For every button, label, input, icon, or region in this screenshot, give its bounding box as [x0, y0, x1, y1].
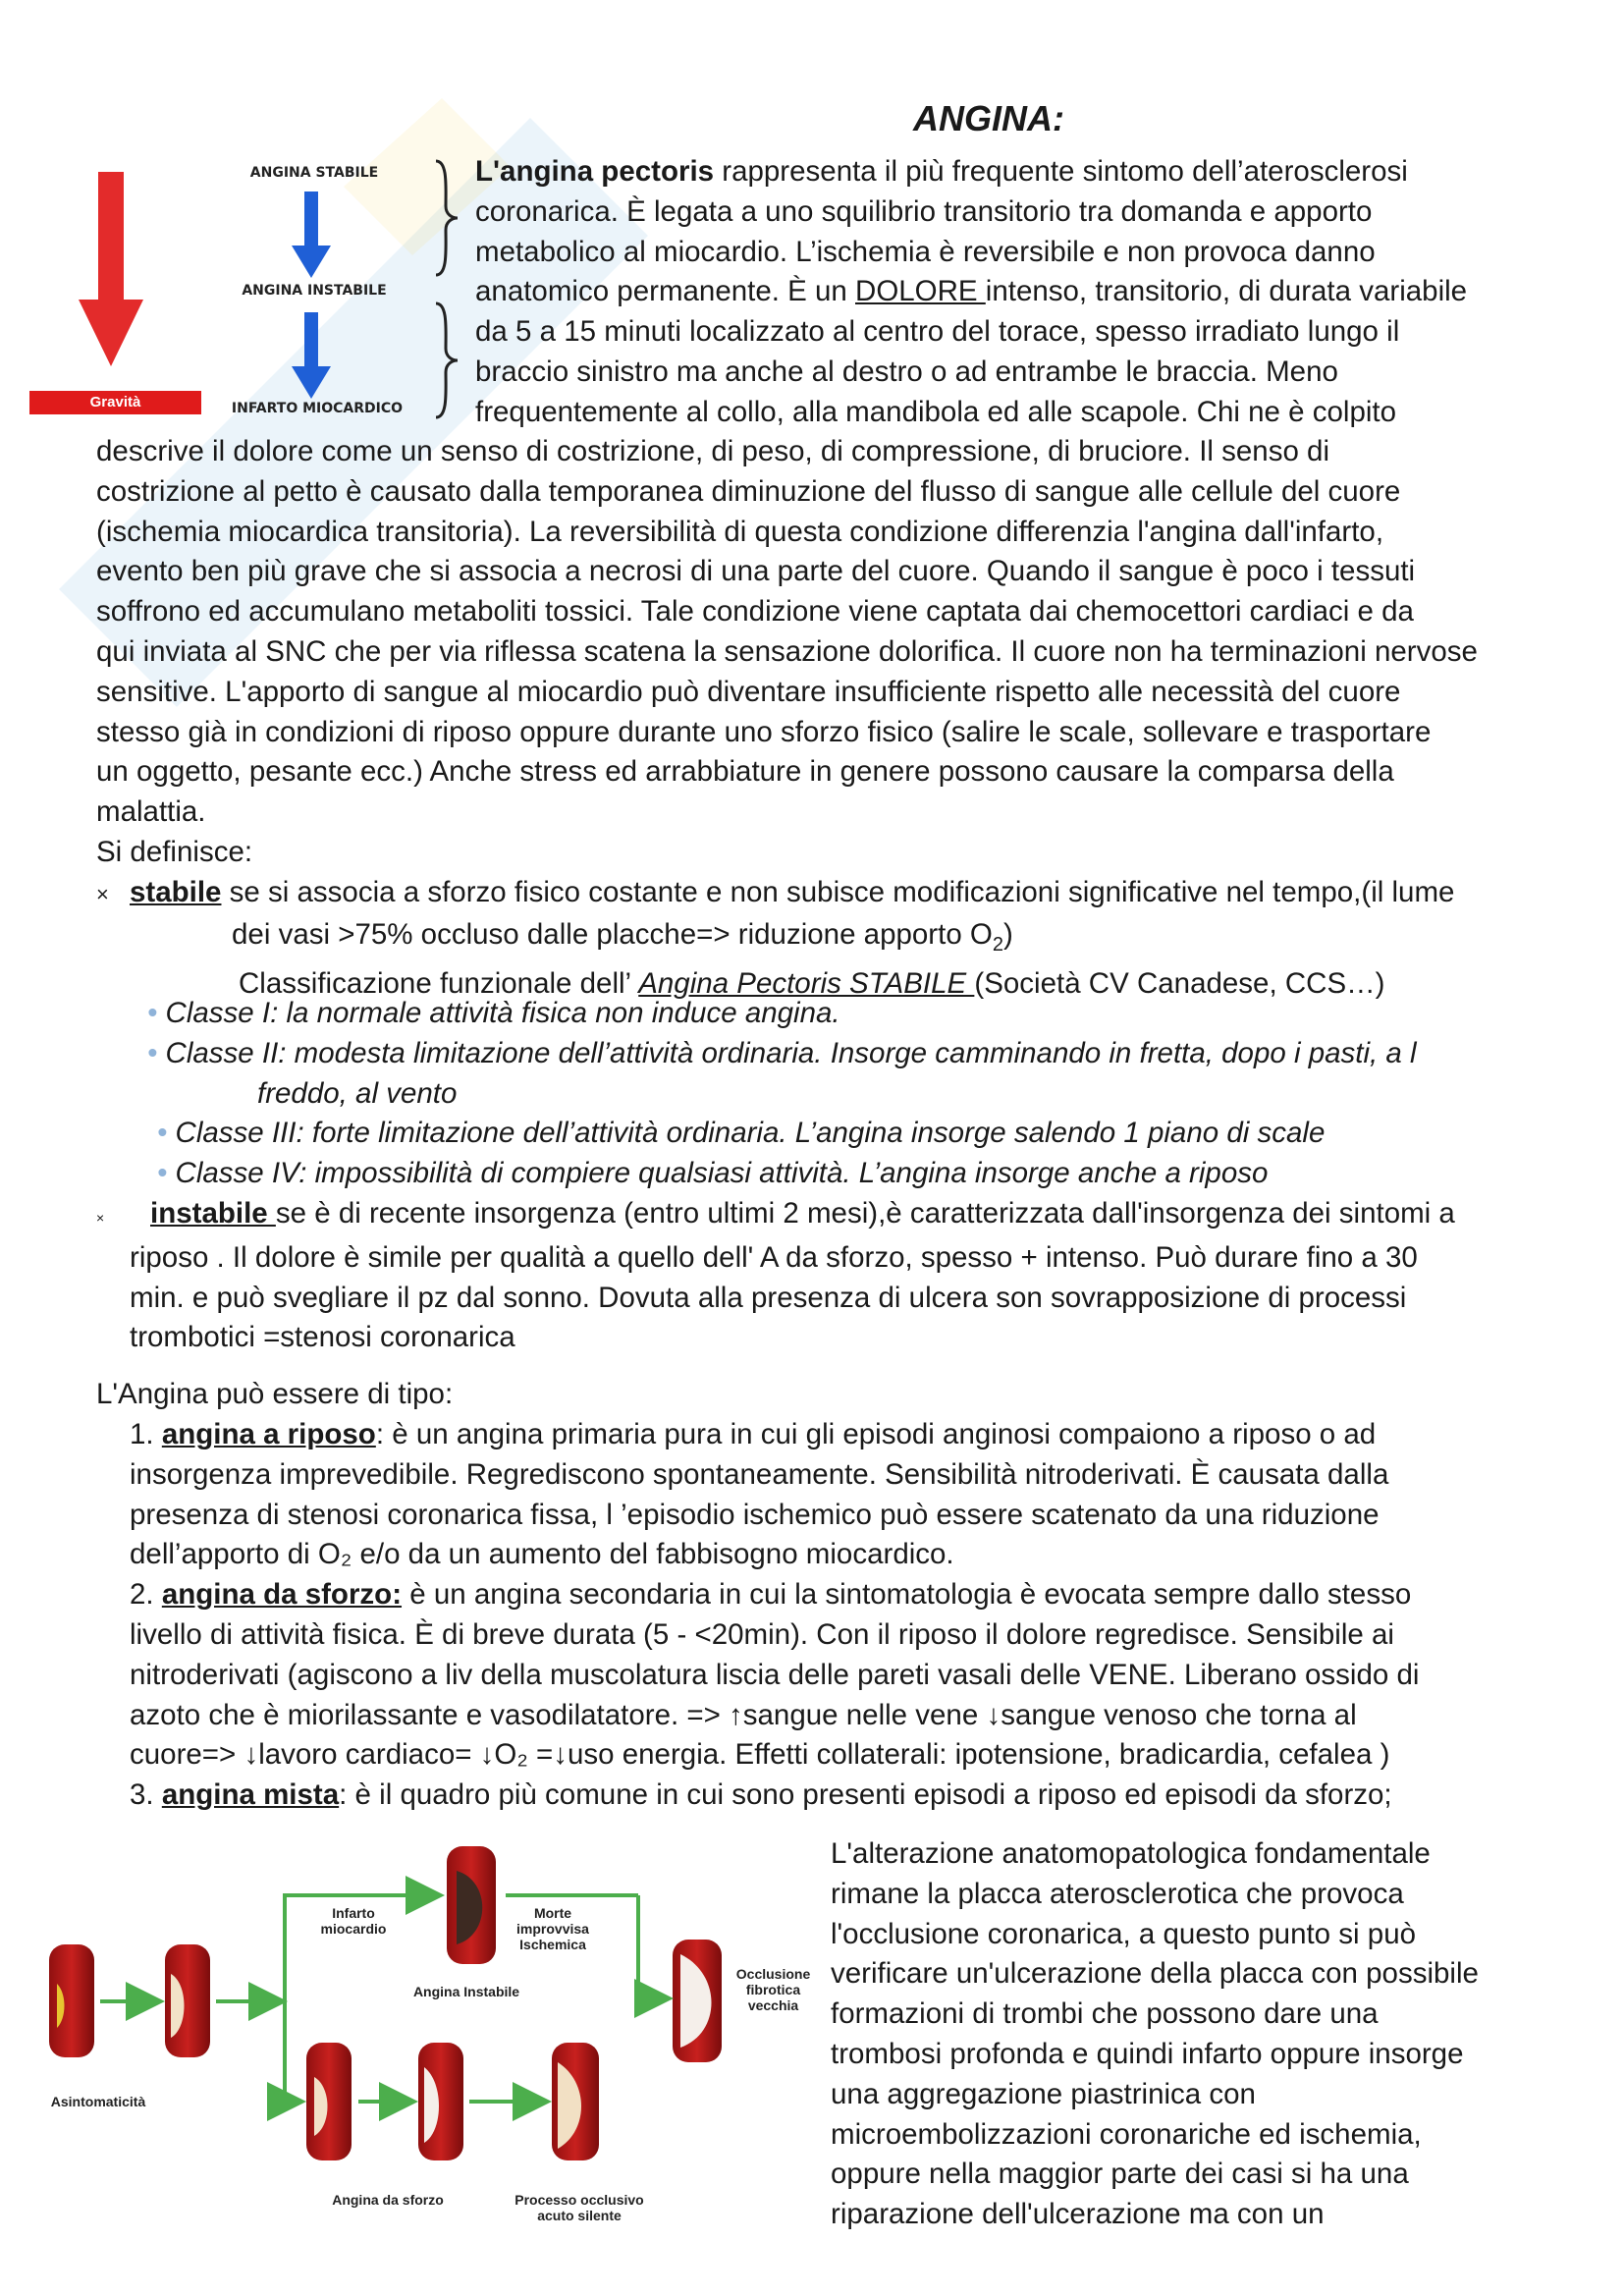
type-text: : è un angina primaria pura in cui gli episodi anginosi compaiono a riposo o ad: [375, 1418, 1377, 1450]
right-line: formazioni di trombi che possono dare una: [831, 1997, 1379, 2031]
intro-underlined: DOLORE: [855, 275, 986, 308]
gravity-label: Gravità: [89, 394, 141, 410]
class-text: Classe IV: impossibilità di compiere qualsiasi attività. L’angina insorge anche a riposo: [175, 1157, 1269, 1190]
type-line: livello di attività fisica. È di breve durata (5 - <20min). Con il riposo il dolore regredisce. Sensibile ai: [130, 1617, 1394, 1651]
intro-text: rappresenta il più frequente sintomo dell’aterosclerosi: [714, 155, 1408, 188]
intro-line: da 5 a 15 minuti localizzato al centro del torace, spesso irradiato lungo il: [475, 315, 1400, 349]
type-number: 2.: [130, 1578, 154, 1612]
intro-text: anatomico permanente. È un: [475, 275, 856, 308]
right-line: riparazione dell'ulcerazione ma con un: [831, 2198, 1325, 2231]
types-heading: L'Angina può essere di tipo:: [96, 1378, 454, 1410]
class-text: Classe I: la normale attività fisica non induce angina.: [165, 997, 840, 1029]
label-infarto: Infarto miocardio: [320, 1905, 387, 1937]
instabile-text: se è di recente insorgenza (entro ultimi 2 mesi),è caratterizzata dall'insorgenza dei sintomi a: [275, 1197, 1455, 1230]
type-line: presenza di stenosi coronarica fissa, l ’episodio ischemico può essere scatenato da una riduzione: [130, 1498, 1380, 1531]
instabile-bullet: ×: [96, 1210, 105, 1226]
stabile-bullet: ×: [96, 882, 109, 906]
instabile-line: trombotici =stenosi coronarica: [130, 1321, 515, 1354]
right-line: rimane la placca aterosclerotica che provoca: [831, 1877, 1404, 1910]
type-item: [130, 1415, 1419, 1455]
stabile-text: ): [1003, 917, 1013, 951]
type-line: nitroderivati (agiscono a liv della muscolatura liscia delle pareti vasali delle VENE. Liberano ossido di: [130, 1658, 1420, 1691]
intro-text: intenso, transitorio, di durata variabile: [985, 275, 1468, 308]
intro-line: [475, 272, 1467, 312]
right-paragraph: [831, 1834, 1479, 2235]
class-text: Classe II: modesta limitazione dell’attività ordinaria. Insorge camminando in fretta, dopo i pasti, a l: [165, 1036, 1417, 1069]
body-line: qui inviata al SNC che per via riflessa scatena la sensazione dolorifica. Il cuore non ha terminazioni nervose: [96, 634, 1478, 668]
types-list: [130, 1415, 1419, 1816]
body-line: sensitive. L'apporto di sangue al miocardio può diventare insufficiente rispetto alle necessità del cuore: [96, 675, 1401, 708]
body-line: stesso già in condizioni di riposo oppure durante uno sforzo fisico (salire le scale, sollevare e trasportare: [96, 715, 1432, 748]
brace-icon: [432, 300, 461, 422]
bullet-icon: •: [147, 997, 166, 1029]
stabile-line: [96, 915, 1454, 965]
page-title: ANGINA:: [913, 98, 1064, 138]
type-term: angina a riposo: [161, 1418, 376, 1450]
intro-line: frequentemente al collo, alla mandibola ed alle scapole. Chi ne è colpito: [475, 395, 1397, 428]
diagram-labels: [39, 1836, 825, 2249]
type-item: [130, 1776, 1419, 1816]
instabile-line: riposo . Il dolore è simile per qualità a quello dell' A da sforzo, spesso + intenso. Può durare fino a 30: [130, 1240, 1418, 1274]
body-line: Si definisce:: [96, 835, 253, 868]
type-line: cuore=> ↓lavoro cardiaco= ↓O₂ =↓uso energia. Effetti collaterali: ipotensione, bradicardia, cefalea ): [130, 1738, 1390, 1772]
stabile-line: [96, 873, 1454, 915]
intro-line: coronarica. È legata a uno squilibrio transitorio tra domanda e apporto: [475, 194, 1373, 228]
intro-line: [475, 152, 1467, 192]
body-line: descrive il dolore come un senso di costrizione, di peso, di compressione, di bruciore. Il senso di: [96, 435, 1330, 467]
type-text: : è il quadro più comune in cui sono presenti episodi a riposo ed episodi da sforzo;: [339, 1778, 1392, 1812]
type-item: [130, 1575, 1419, 1615]
label-occlusione: Occlusione fibrotica vecchia: [735, 1966, 811, 2013]
instabile-line: [96, 1194, 1455, 1238]
right-line: l'occlusione coronarica, a questo punto si può: [831, 1917, 1417, 1950]
down-arrow-icon: [292, 312, 331, 401]
right-line: L'alterazione anatomopatologica fondamentale: [831, 1837, 1431, 1870]
instabile-section: [96, 1194, 1455, 1358]
intro-bold: L'angina pectoris: [475, 155, 715, 188]
body-line: soffrono ed accumulano metaboliti tossici. Tale condizione viene captata dai chemocettori cardiaci e da: [96, 595, 1414, 629]
type-line: azoto che è miorilassante e vasodilatatore. => ↑sangue nelle vene ↓sangue venoso che torna al: [130, 1698, 1357, 1731]
type-number: 3.: [130, 1778, 154, 1812]
bullet-icon: •: [157, 1157, 176, 1190]
instabile-line: min. e può svegliare il pz dal sonno. Dovuta alla presenza di ulcera son sovrapposizione di processi: [130, 1281, 1407, 1314]
body-line: un oggetto, pesante ecc.) Anche stress ed arrabbiature in genere possono causare la comparsa della: [96, 755, 1394, 789]
bullet-icon: •: [157, 1117, 176, 1150]
down-arrow-icon: [292, 191, 331, 280]
classification-term: Angina Pectoris STABILE: [638, 967, 975, 1001]
stabile-section: [96, 873, 1454, 1005]
stabile-sub: 2: [992, 933, 1003, 956]
type-number: 1.: [130, 1418, 154, 1450]
body-line: (ischemia miocardica transitoria). La reversibilità di questa condizione differenzia l'angina dall'infarto,: [96, 515, 1384, 548]
gravity-arrow-icon: [79, 172, 143, 368]
type-term: angina da sforzo:: [161, 1578, 403, 1612]
class-list: [147, 994, 1417, 1194]
body-paragraph: [96, 432, 1478, 873]
stabile-text: dei vasi >75% occluso dalle placche=> riduzione apporto O: [232, 917, 993, 951]
instabile-term: instabile: [150, 1197, 276, 1230]
class-item: [147, 1154, 1417, 1194]
right-line: trombosi profonda e quindi infarto oppure insorge: [831, 2037, 1464, 2070]
class-text: freddo, al vento: [257, 1076, 458, 1110]
label-morte: Morte improvvisa Ischemica: [516, 1905, 589, 1952]
type-line: insorgenza imprevedibile. Regrediscono spontaneamente. Sensibilità nitroderivati. È causata dalla: [130, 1457, 1389, 1491]
right-line: microembolizzazioni coronariche ed ischemia,: [831, 2117, 1422, 2151]
label-instabile: Angina Instabile: [412, 1984, 520, 1999]
intro-paragraph: [475, 152, 1467, 433]
label-silente: Processo occlusivo acuto silente: [514, 2192, 644, 2223]
right-line: oppure nella maggior parte dei casi si ha una: [831, 2158, 1409, 2191]
body-line: malattia.: [96, 795, 206, 829]
intro-line: metabolico al miocardio. L’ischemia è reversibile e non provoca danno: [475, 235, 1376, 268]
class-item: [147, 1114, 1417, 1154]
intro-line: braccio sinistro ma anche al destro o ad entrambe le braccia. Meno: [475, 355, 1338, 388]
stage-label: INFARTO MIOCARDICO: [231, 401, 404, 416]
stage-label: ANGINA STABILE: [249, 165, 379, 181]
class-text: Classe III: forte limitazione dell’attività ordinaria. L’angina insorge salendo 1 piano di scale: [175, 1117, 1326, 1150]
type-term: angina mista: [161, 1778, 340, 1812]
body-line: evento ben più grave che si associa a necrosi di una parte del cuore. Quando il sangue è poco i tessuti: [96, 555, 1416, 588]
body-line: costrizione al petto è causato dalla temporanea diminuzione del flusso di sangue alle cellule del cuore: [96, 474, 1401, 508]
class-item: [147, 1034, 1417, 1074]
label-sforzo: Angina da sforzo: [332, 2192, 444, 2208]
label-asintomaticita: Asintomaticità: [50, 2094, 146, 2109]
stabile-text: se si associa a sforzo fisico costante e non subisce modificazioni significative nel tempo,(il lume: [221, 876, 1455, 908]
type-line: dell’apporto di O₂ e/o da un aumento del fabbisogno miocardico.: [130, 1538, 954, 1571]
bullet-icon: •: [147, 1036, 166, 1069]
class-item: [147, 1074, 1417, 1115]
right-line: verificare un'ulcerazione della placca con possibile: [831, 1957, 1479, 1991]
brace-icon: [432, 157, 461, 280]
stabile-term: stabile: [130, 876, 222, 908]
classification-text: (Società CV Canadese, CCS…): [974, 967, 1385, 1001]
classification-text: Classificazione funzionale dell’: [239, 967, 639, 1001]
right-line: una aggregazione piastrinica con: [831, 2077, 1256, 2110]
type-text: è un angina secondaria in cui la sintomatologia è evocata sempre dallo stesso: [402, 1578, 1412, 1612]
gravity-label-box: [29, 391, 201, 414]
class-item: [147, 994, 1417, 1034]
stage-label: ANGINA INSTABILE: [242, 283, 387, 299]
